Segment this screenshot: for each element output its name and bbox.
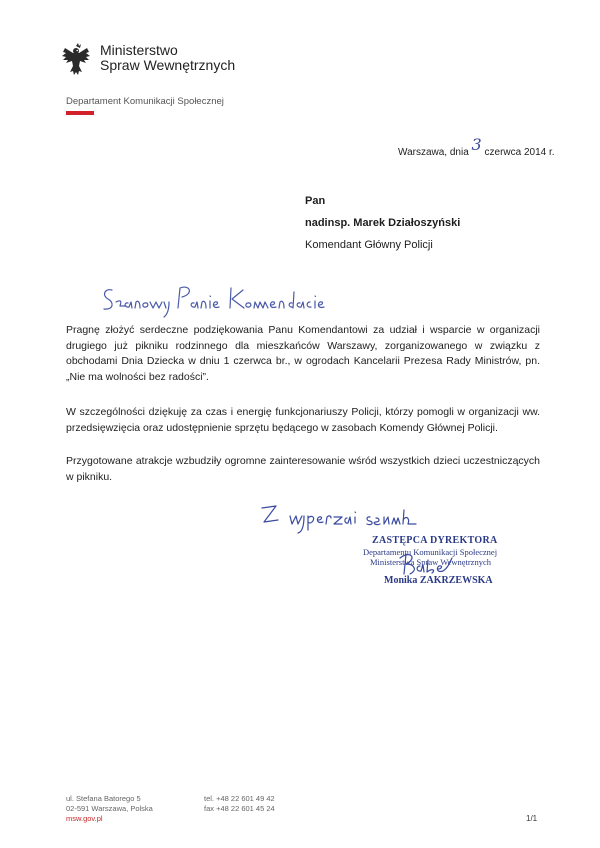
footer-address <box>66 794 153 824</box>
polish-eagle-icon <box>62 42 90 76</box>
date-day-handwritten: 3 <box>471 135 482 154</box>
ministry-name <box>100 43 235 73</box>
footer-city: 02-591 Warszawa, Polska <box>66 804 153 813</box>
department-name: Departament Komunikacji Społecznej <box>66 96 224 107</box>
accent-bar <box>66 111 94 115</box>
addressee-name: nadinsp. Marek Działoszyński <box>305 217 461 229</box>
handwritten-salutation <box>98 280 328 320</box>
footer-website-link[interactable]: msw.gov.pl <box>66 814 103 823</box>
handwritten-signature <box>392 548 462 578</box>
page-number: 1/1 <box>526 814 538 823</box>
stamp-department: Departamentu Komunikacji Społecznej <box>363 547 498 557</box>
date-line <box>398 135 555 159</box>
addressee-title: Pan <box>305 195 326 207</box>
stamp-ministry: Ministerstwa Spraw Wewnętrznych <box>370 557 491 567</box>
footer-fax: fax +48 22 601 45 24 <box>204 804 275 813</box>
addressee-block <box>305 190 460 256</box>
footer-tel: tel. +48 22 601 49 42 <box>204 794 275 803</box>
addressee-position: Komendant Główny Policji <box>305 239 433 251</box>
footer-contact <box>204 794 275 814</box>
date-prefix: Warszawa, dnia <box>398 147 472 158</box>
body-paragraph-2: W szczególności dziękuję za czas i energię funkcjonariuszy Policji, którzy pomogli w organizacji ww. przedsięwzięcia oraz udostępnienie sprzętu będącego w zasobach Komendy Głównej Policji. <box>66 406 540 434</box>
stamp-title: ZASTĘPCA DYREKTORA <box>372 535 498 546</box>
body-paragraph-3: Przygotowane atrakcje wzbudziły ogromne zainteresowanie wśród wszystkich dzieci uczestniczących w pikniku. <box>66 455 540 483</box>
ministry-line-2: Spraw Wewnętrznych <box>100 57 236 73</box>
stamp-signatory: Monika ZAKRZEWSKA <box>384 575 493 586</box>
date-suffix: czerwca 2014 r. <box>481 147 555 158</box>
body-paragraph-1: Pragnę złożyć serdeczne podziękowania Panu Komendantowi za udział i wsparcie w organizacji drugiego już pikniku rodzinnego dla mieszkańców Warszawy, zorganizowanego w związku z obchodami Dnia Dziecka w dniu 1 czerwca br., w ogrodach Kancelarii Prezesa Rady Ministrów, pn. „Nie ma wolności bez radości”. <box>66 324 540 383</box>
footer-street: ul. Stefana Batorego 5 <box>66 794 141 803</box>
handwritten-closing <box>258 500 428 534</box>
ministry-line-1: Ministerstwo <box>100 42 178 58</box>
